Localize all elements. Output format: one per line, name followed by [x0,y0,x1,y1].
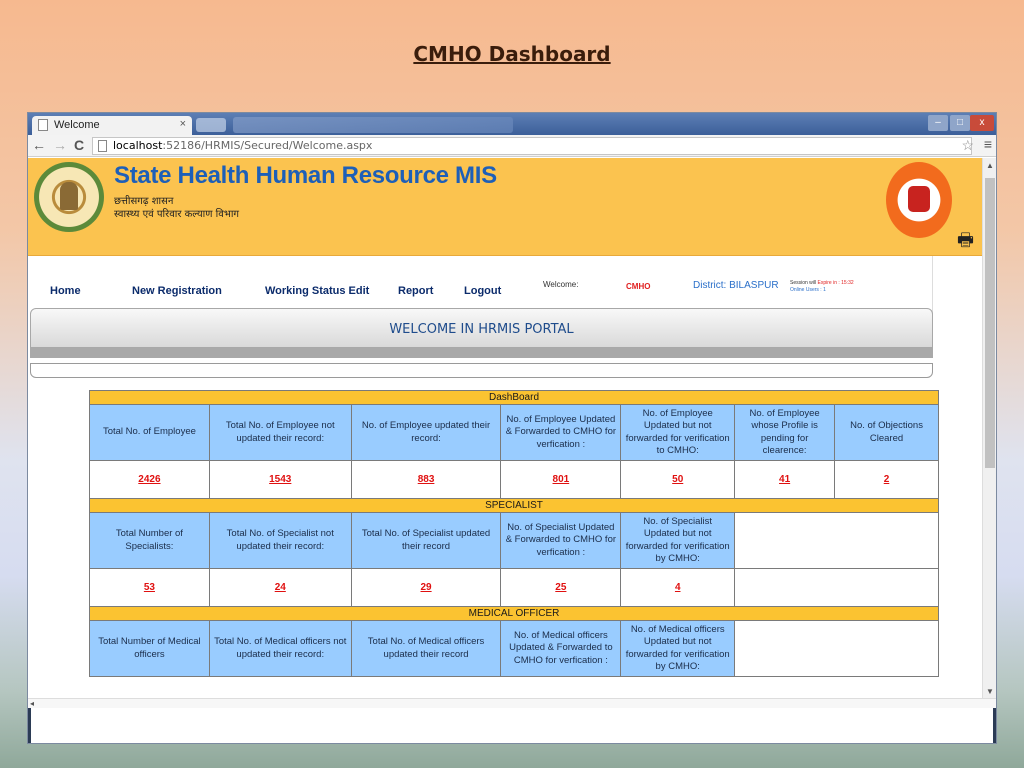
bookmark-star-icon[interactable]: ☆ [961,137,974,153]
employee-forwarded-link[interactable]: 801 [552,474,570,485]
total-employee-link[interactable]: 2426 [138,474,161,485]
employee-pending-clearance-link[interactable]: 41 [779,474,791,485]
total-specialist-link[interactable]: 53 [143,582,155,593]
tab-strip [28,113,996,135]
column-header: No. of Employee Updated & Forwarded to CMHO for verfication : [501,405,621,461]
scroll-up-icon[interactable]: ▲ [986,161,994,170]
slide-title: CMHO Dashboard [413,42,611,66]
nrhm-logo [886,162,952,238]
horizontal-scrollbar[interactable]: ◂ [28,698,997,708]
column-header: No. of Specialist Updated & Forwarded to CMHO for verfication : [501,513,621,569]
browser-window [27,112,997,744]
page-footer-area [28,708,997,744]
message-bar [30,363,933,378]
specialist-not-updated-link[interactable]: 24 [274,582,286,593]
column-header: Total No. of Employee not updated their record: [209,405,351,461]
column-header: Total No. of Medical officers not updated their record: [209,621,351,677]
forward-arrow-icon[interactable]: → [53,137,67,153]
employee-updated-link[interactable]: 883 [417,474,435,485]
url-host: localhost [113,139,163,152]
specialist-updated-link[interactable]: 29 [420,582,432,593]
column-header: No. of Employee whose Profile is pending for clearence: [735,405,835,461]
site-banner [28,158,983,256]
column-header: No. of Employee Updated but not forwarded for verification to CMHO: [621,405,735,461]
background-tabs[interactable] [233,117,513,133]
url-path: :52186/HRMIS/Secured/Welcome.aspx [162,139,373,152]
page-icon [98,140,107,152]
employee-not-updated-link[interactable]: 1543 [269,474,292,485]
empty-cell [735,569,939,607]
nav-new-registration[interactable]: New Registration [132,285,222,297]
tab-title: Welcome [54,119,100,131]
maximize-button[interactable]: □ [950,115,970,131]
employee-not-forwarded-link[interactable]: 50 [672,474,684,485]
browser-menu-icon[interactable]: ≡ [983,136,992,152]
session-timer: Session will Expire in : 15:32 [790,280,854,286]
district-label: District: BILASPUR [693,280,779,291]
welcome-label: Welcome: [543,280,579,289]
specialist-forwarded-link[interactable]: 25 [555,582,567,593]
minimize-button[interactable]: – [928,115,948,131]
chhattisgarh-emblem-logo [34,162,104,232]
column-header: No. of Medical officers Updated & Forwarded to CMHO for verfication : [501,621,621,677]
online-users: Online Users : 1 [790,287,826,293]
scroll-thumb[interactable] [985,178,995,468]
column-header: Total No. of Specialist updated their record [351,513,501,569]
user-name: CMHO [626,282,651,291]
column-header: No. of Specialist Updated but not forwarded for verification by CMHO: [621,513,735,569]
column-header: Total No. of Employee [90,405,210,461]
close-window-button[interactable]: x [970,115,994,131]
left-frame-edge [28,708,31,744]
column-header: Total Number of Specialists: [90,513,210,569]
browser-toolbar [28,135,996,157]
specialist-section-title: SPECIALIST [90,499,939,513]
department-name: स्वास्थ्य एवं परिवार कल्याण विभाग [114,209,240,220]
column-header: Total Number of Medical officers [90,621,210,677]
empty-cell [735,513,939,569]
nav-report[interactable]: Report [398,285,434,297]
nav-logout[interactable]: Logout [464,285,502,297]
scroll-down-icon[interactable]: ▼ [986,687,994,696]
address-bar[interactable] [92,137,972,155]
site-title: State Health Human Resource MIS [114,162,497,189]
vertical-scrollbar[interactable] [982,158,996,698]
column-header: Total No. of Medical officers updated their record [351,621,501,677]
browser-tab-welcome[interactable] [32,116,192,135]
welcome-banner-underline [30,348,933,358]
nav-working-status-edit[interactable]: Working Status Edit [265,285,370,297]
dashboard-table [89,390,939,677]
tab-close-icon[interactable]: × [179,118,186,130]
reload-icon[interactable]: C [74,137,85,153]
new-tab-button[interactable] [196,118,226,132]
right-frame-edge [993,708,996,744]
column-header: Total No. of Specialist not updated their record: [209,513,351,569]
column-header: No. of Employee updated their record: [351,405,501,461]
column-header: No. of Objections Cleared [835,405,939,461]
medical-officer-section-title: MEDICAL OFFICER [90,607,939,621]
column-header: No. of Medical officers Updated but not forwarded for verification by CMHO: [621,621,735,677]
welcome-banner: WELCOME IN HRMIS PORTAL [30,308,933,348]
page-viewport [28,158,983,698]
printer-icon[interactable]: 🖶 [957,230,974,250]
dashboard-section-title: DashBoard [90,391,939,405]
objections-cleared-link[interactable]: 2 [883,474,890,485]
empty-cell [735,621,939,677]
nav-home[interactable]: Home [50,285,81,297]
specialist-not-forwarded-link[interactable]: 4 [674,582,681,593]
page-icon [38,119,48,131]
govt-name: छत्तीसगढ़ शासन [114,196,174,207]
back-arrow-icon[interactable]: ← [32,137,46,153]
